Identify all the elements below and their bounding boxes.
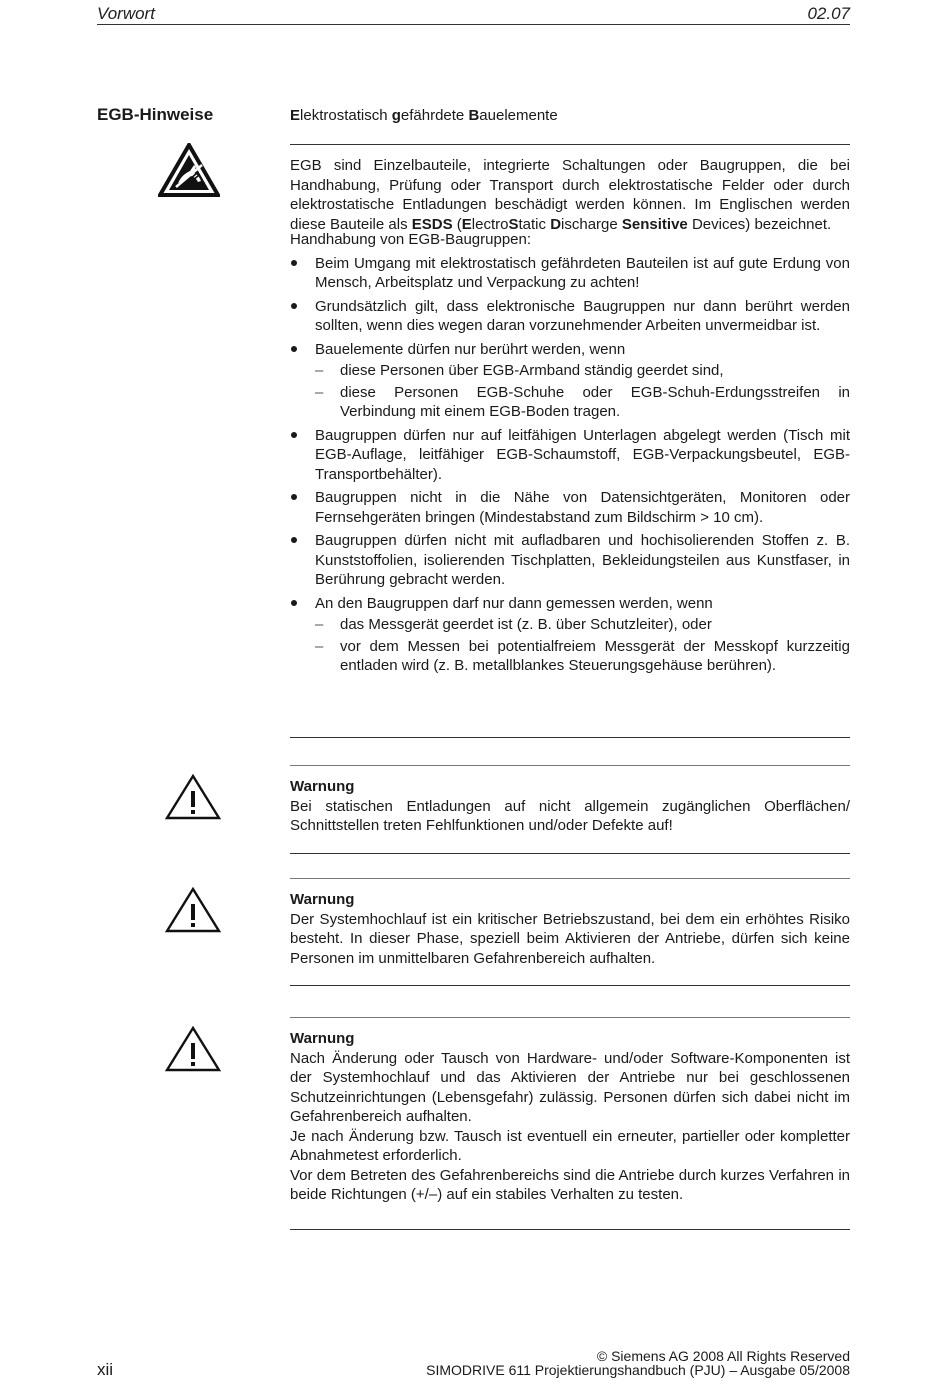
egb-body xyxy=(290,156,850,680)
warning-3 xyxy=(290,1029,850,1205)
warning-3-bottom-rule xyxy=(290,1229,850,1230)
section-top-rule xyxy=(290,144,850,145)
warning-1-top-rule xyxy=(290,765,850,766)
warning-title: Warnung xyxy=(290,778,355,795)
warning-text: Nach Änderung oder Tausch von Hardware- und/oder Software-Komponenten ist der Systemhochlauf und das Aktivieren der Antriebe nur bei geschlossenen Schutzeinrichtungen (Lebensgefahr) zulässig. Personen dürfen sich dabei nicht im Gefahrenbereich aufhalten. xyxy=(290,1049,850,1125)
bullet-dot-icon xyxy=(291,494,297,500)
bullet-dot-icon xyxy=(291,600,297,606)
bullet-text: Beim Umgang mit elektrostatisch gefährdeten Bauteilen ist auf gute Erdung von Mensch, Arbeitsplatz und Verpackung zu achten! xyxy=(315,254,850,291)
warning-triangle-icon xyxy=(164,773,222,827)
sub-list-item xyxy=(315,361,850,381)
dash-icon: – xyxy=(315,616,324,633)
egb-bullet-item xyxy=(290,594,850,676)
section-subtitle: Elektrostatisch gefährdete Bauelemente xyxy=(290,107,558,124)
warning-text: Bei statischen Entladungen auf nicht allgemein zugänglichen Oberflächen/ Schnittstellen treten Fehlfunktionen und/oder Defekte auf! xyxy=(290,797,850,834)
bullet-dot-icon xyxy=(291,303,297,309)
sub-list-item xyxy=(315,383,850,422)
dash-icon: – xyxy=(315,637,324,655)
bullet-text: Grundsätzlich gilt, dass elektronische Baugruppen nur dann berührt werden sollten, wenn dies wegen daran vorzunehmender Arbeiten unvermeidbar ist. xyxy=(315,297,850,334)
warning-1 xyxy=(290,777,850,836)
footer-document-title: SIMODRIVE 611 Projektierungshandbuch (PJU) – Ausgabe 05/2008 xyxy=(426,1362,850,1378)
warning-2-bottom-rule xyxy=(290,985,850,986)
warning-2 xyxy=(290,890,850,968)
egb-bullet-item xyxy=(290,297,850,336)
sub-item-text: diese Personen EGB-Schuhe oder EGB-Schuh-Erdungsstreifen in Verbindung mit einem EGB-Boden tragen. xyxy=(340,383,850,420)
egb-bullet-list xyxy=(290,254,850,676)
bullet-text: Baugruppen nicht in die Nähe von Datensichtgeräten, Monitoren oder Fernsehgeräten bringen (Mindestabstand zum Bildschirm > 10 cm). xyxy=(315,489,850,526)
section-bottom-rule xyxy=(290,737,850,738)
sub-list xyxy=(315,615,850,676)
warning-triangle-icon xyxy=(164,886,222,940)
header-date: 02.07 xyxy=(807,4,850,23)
warning-3-top-rule xyxy=(290,1017,850,1018)
warning-title: Warnung xyxy=(290,1030,355,1047)
page-number: xii xyxy=(97,1360,114,1379)
warning-2-top-rule xyxy=(290,878,850,879)
warning-text: Vor dem Betreten des Gefahrenbereichs sind die Antriebe durch kurzes Verfahren in beide Richtungen (+/–) auf ein stabiles Verhalten zu testen. xyxy=(290,1166,850,1203)
section-heading-egb: EGB-Hinweise xyxy=(97,105,214,124)
bullet-dot-icon xyxy=(291,346,297,352)
bullet-text: Baugruppen dürfen nicht mit aufladbaren und hochisolierenden Stoffen z. B. Kunststoffolien, isolierenden Tischplatten, Bekleidungsteilen aus Kunstfaser, in Berührung gebracht werden. xyxy=(315,532,850,588)
bullet-dot-icon xyxy=(291,260,297,266)
bullet-text: An den Baugruppen darf nur dann gemessen werden, wenn xyxy=(315,594,713,612)
egb-intro-paragraph: EGB sind Einzelbauteile, integrierte Schaltungen oder Baugruppen, die bei Handhabung, Prüfung oder Transport durch elektrostatische Felder oder durch elektrostatische Entladungen beschädigt werden können. Im Englischen werden diese Bauteile als ESDS (ElectroStatic Discharge Sensitive Devices) bezeichnet. xyxy=(290,157,850,233)
egb-bullet-item xyxy=(290,488,850,527)
warning-1-bottom-rule xyxy=(290,853,850,854)
bullet-text: Baugruppen dürfen nur auf leitfähigen Unterlagen abgelegt werden (Tisch mit EGB-Auflage, leitfähiger EGB-Schaumstoff, EGB-Verpackungsbeutel, EGB-Transportbehälter). xyxy=(315,426,850,483)
sub-item-text: das Messgerät geerdet ist (z. B. über Schutzleiter), oder xyxy=(340,616,712,633)
sub-item-text: vor dem Messen bei potentialfreiem Messgerät der Messkopf kurzzeitig entladen wird (z. B. metallblankes Steuerungsgehäuse berühren). xyxy=(340,637,850,674)
egb-handling-label: Handhabung von EGB-Baugruppen: xyxy=(290,231,532,248)
warning-triangle-icon xyxy=(164,1025,222,1079)
esd-warning-icon xyxy=(158,143,220,203)
warning-text: Je nach Änderung bzw. Tausch ist eventuell ein erneuter, partieller oder kompletter Abnahmetest erforderlich. xyxy=(290,1127,850,1164)
warning-title: Warnung xyxy=(290,891,355,908)
egb-bullet-item xyxy=(290,531,850,590)
egb-bullet-item xyxy=(290,340,850,422)
sub-list xyxy=(315,361,850,422)
dash-icon: – xyxy=(315,383,324,401)
sub-list-item xyxy=(315,615,850,635)
egb-bullet-item xyxy=(290,254,850,293)
header-rule xyxy=(97,24,850,25)
sub-item-text: diese Personen über EGB-Armband ständig geerdet sind, xyxy=(340,362,724,379)
header-section-title: Vorwort xyxy=(97,4,155,23)
dash-icon: – xyxy=(315,362,324,379)
egb-bullet-item xyxy=(290,426,850,485)
sub-list-item xyxy=(315,637,850,676)
footer-copyright: © Siemens AG 2008 All Rights Reserved xyxy=(596,1348,850,1364)
bullet-dot-icon xyxy=(291,537,297,543)
warning-text: Der Systemhochlauf ist ein kritischer Betriebszustand, bei dem ein erhöhtes Risiko besteht. In dieser Phase, speziell beim Aktivieren der Antriebe, dürfen sich keine Personen im unmittelbaren Gefahrenbereich aufhalten. xyxy=(290,910,850,967)
bullet-dot-icon xyxy=(291,432,297,438)
bullet-text: Bauelemente dürfen nur berührt werden, wenn xyxy=(315,340,626,358)
